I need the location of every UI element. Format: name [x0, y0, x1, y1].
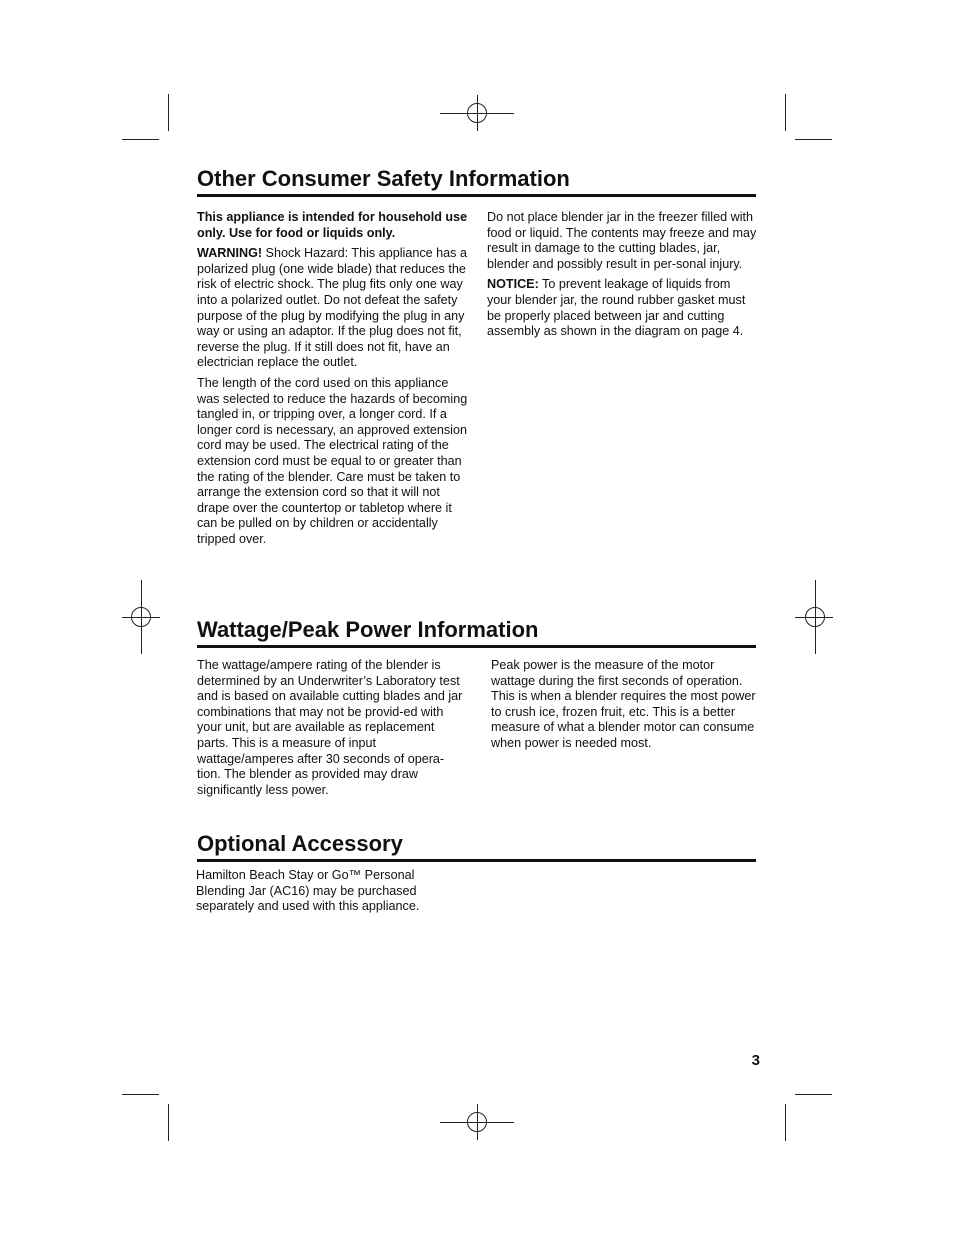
accessory-paragraph: Hamilton Beach Stay or Go™ Personal Blending Jar (AC16) may be purchased separately and used with this appliance.: [196, 868, 420, 914]
crop-mark: [785, 94, 786, 131]
cord-paragraph: The length of the cord used on this appliance was selected to reduce the hazards of becoming tangled in, or tripping over, a longer cord. If a longer cord is necessary, an approved extension cord may be used. The electrical rating of the extension cord must be equal to or greater than the rating of the blender. Care must be taken to arrange the extension cord so that it will not drape over the countertop or tabletop where it can be pulled on by children or accidentally tripped over.: [197, 375, 468, 546]
crop-mark: [168, 94, 169, 131]
registration-line: [477, 95, 478, 131]
section-title-accessory: Optional Accessory: [197, 831, 756, 862]
crop-mark: [122, 139, 159, 140]
warning-label: WARNING!: [197, 246, 263, 261]
notice-label: NOTICE:: [487, 277, 539, 292]
safety-right-column: [487, 210, 757, 345]
warning-text: Shock Hazard: This appliance has a polarized plug (one wide blade) that reduces the risk of electric shock. The plug fits only one way into a polarized outlet. Do not defeat the safety purpose of the plug by modifying the plug in any way or using an adaptor. If the plug does not fit, reverse the plug. If it still does not fit, have an electrician replace the outlet.: [197, 246, 467, 370]
registration-line: [477, 1104, 478, 1140]
wattage-rating-paragraph: The wattage/ampere rating of the blender is determined by an Underwriter’s Laboratory test and is based on available cutting blades and jar combinations that may not be provid-ed with your unit, but are available as replacement parts. This is a measure of input wattage/amperes after 30 seconds of opera-tion. The blender as provided may draw significantly less power.: [197, 658, 463, 797]
section-title-wattage: Wattage/Peak Power Information: [197, 617, 756, 648]
household-use-notice: This appliance is intended for household use only. Use for food or liquids only.: [197, 210, 468, 240]
safety-left-column: [197, 210, 469, 552]
crop-mark: [795, 1094, 832, 1095]
wattage-right-column: [491, 658, 759, 757]
section-title-safety: Other Consumer Safety Information: [197, 166, 756, 197]
page-number: 3: [751, 1052, 760, 1069]
peak-power-paragraph: Peak power is the measure of the motor wattage during the first seconds of operation. This is when a blender requires the most power to crush ice, frozen fruit, etc. This is a better measure of what a blender motor can consume when power is needed most.: [491, 658, 756, 750]
warning-paragraph: [197, 246, 469, 371]
notice-text: To prevent leakage of liquids from your blender jar, the round rubber gasket must be properly placed between jar and cutting assembly as shown in the diagram on page 4.: [487, 277, 746, 339]
crop-mark: [168, 1104, 169, 1141]
notice-paragraph: [487, 277, 757, 339]
registration-line: [815, 580, 816, 654]
registration-line: [141, 580, 142, 654]
wattage-left-column: [197, 658, 463, 803]
crop-mark: [122, 1094, 159, 1095]
crop-mark: [785, 1104, 786, 1141]
accessory-column: [196, 868, 432, 920]
registration-line: [795, 617, 833, 618]
crop-mark: [795, 139, 832, 140]
freezer-paragraph: Do not place blender jar in the freezer filled with food or liquid. The contents may freeze and may result in damage to the cutting blades, jar, blender and possibly result in per-sonal injury.: [487, 210, 757, 271]
